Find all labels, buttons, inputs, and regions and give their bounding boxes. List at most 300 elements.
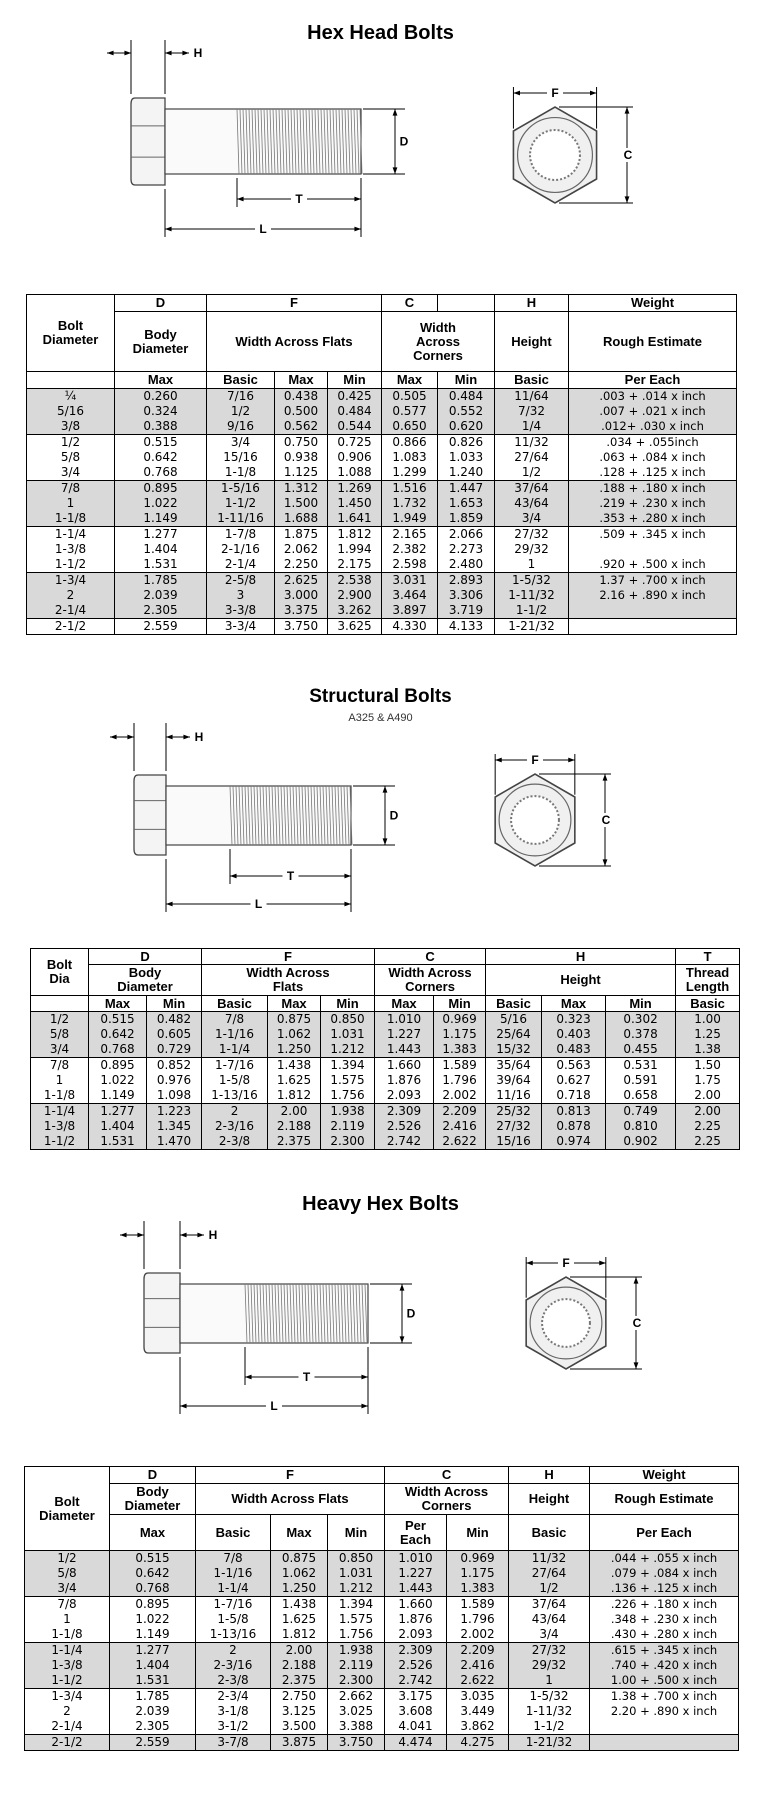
- cell-value: 1-21/32: [508, 619, 555, 633]
- cell-value: 1.088: [337, 465, 372, 479]
- col-h: H: [509, 1467, 590, 1484]
- col-c-spacer: [438, 295, 495, 312]
- cell-value: 0.906: [337, 450, 372, 464]
- cell-value: 5/8: [57, 1566, 77, 1580]
- cell-value: 1.062: [276, 1027, 312, 1041]
- cell-value: 2.900: [337, 588, 372, 602]
- cell-value: 27/32: [496, 1119, 531, 1133]
- cell-value: 1-3/8: [54, 542, 87, 556]
- hex-head-end-view: [526, 1256, 644, 1369]
- subhead: Basic: [509, 1515, 590, 1551]
- cell-value: 0.718: [556, 1088, 591, 1102]
- arrow-head: [166, 735, 173, 740]
- cell-value: 2.250: [283, 557, 319, 571]
- cell-value: 2.00: [285, 1643, 313, 1657]
- cell-value: 2.188: [276, 1119, 312, 1133]
- label-f: F: [531, 753, 539, 767]
- cell-value: 1-1/8: [43, 1088, 76, 1102]
- cell-corners-max: [382, 619, 438, 635]
- cell-value: 0.749: [623, 1104, 658, 1118]
- cell-value: 2.273: [448, 542, 484, 556]
- cell-value: 1.062: [281, 1566, 317, 1580]
- header-width-across-flats: Width Across Flats: [207, 312, 382, 372]
- cell-body-min: [147, 1058, 202, 1104]
- label-c: C: [632, 1316, 642, 1330]
- cell-value: 3.388: [338, 1719, 374, 1733]
- cell-value: 1.098: [156, 1088, 192, 1102]
- cell-value: 2.002: [442, 1088, 477, 1102]
- cell-corners-min: [447, 1551, 509, 1597]
- arrow-head: [526, 1261, 533, 1266]
- cell-value: 1.575: [330, 1073, 365, 1087]
- cell-value: 2.25: [694, 1119, 721, 1133]
- arrow-head: [110, 735, 117, 740]
- cell-flats-basic: [207, 481, 275, 527]
- cell-value: 1.589: [460, 1597, 495, 1611]
- cell-value: 1/2: [230, 404, 251, 418]
- cell-value: 2.175: [337, 557, 372, 571]
- label-t: T: [295, 192, 303, 206]
- cell-flats-max: [275, 435, 328, 481]
- cell-value: 2.416: [460, 1658, 495, 1672]
- cell-value: 3.500: [281, 1719, 317, 1733]
- cell-value: 1.227: [386, 1027, 422, 1041]
- cell-bolt-diameter: [25, 1643, 110, 1689]
- cell-value: 1.404: [100, 1119, 135, 1133]
- cell-value: 1/2: [57, 1551, 77, 1565]
- cell-value: 1-3/4: [54, 573, 87, 587]
- arrow-head: [107, 51, 114, 56]
- cell-value: 1/2: [49, 1012, 70, 1026]
- cell-value: 37/64: [514, 481, 549, 495]
- cell-value: 0.642: [135, 1566, 170, 1580]
- cell-value: 1: [55, 1073, 64, 1087]
- cell-value: 37/64: [531, 1597, 567, 1611]
- cell-value: 1.938: [330, 1104, 365, 1118]
- table-body: [31, 1012, 740, 1150]
- cell-value: 1.812: [337, 527, 372, 541]
- cell-value: [569, 603, 736, 618]
- cell-value: 1-3/8: [51, 1658, 83, 1672]
- cell-value: 1.125: [283, 465, 319, 479]
- cell-value: .063 + .084 x inch: [599, 450, 706, 464]
- cell-corners-per-each: [385, 1643, 447, 1689]
- header-text: Corners: [421, 1498, 472, 1513]
- cell-value: 3.375: [283, 603, 319, 617]
- table-body: [25, 1551, 739, 1751]
- cell-value: 7/8: [49, 1058, 70, 1072]
- cell-height-basic: [495, 619, 569, 635]
- cell-value: 1.516: [392, 481, 427, 495]
- cell-value: 1.250: [281, 1581, 317, 1595]
- cell-value: 2.039: [135, 1704, 170, 1718]
- structural-bolt-diagram: [0, 720, 761, 940]
- cell-value: 1.443: [398, 1581, 433, 1595]
- cell-value: .003 + .014 x inch: [599, 389, 706, 403]
- cell-value: 1.796: [442, 1073, 477, 1087]
- cell-height-basic: [495, 573, 569, 619]
- cell-value: 3.464: [392, 588, 427, 602]
- label-f: F: [551, 86, 559, 100]
- cell-corners-min: [438, 619, 495, 635]
- cell-value: 1.938: [338, 1643, 374, 1657]
- cell-value: 1/2: [60, 435, 81, 449]
- cell-value: 2.742: [398, 1673, 433, 1687]
- bolt-subhead-blank: [31, 996, 89, 1012]
- cell-value: 2.559: [135, 1735, 170, 1749]
- cell-value: 2.062: [283, 542, 319, 556]
- cell-value: 1-5/16: [221, 481, 260, 495]
- cell-value: 3/4: [60, 465, 81, 479]
- cell-value: 4.275: [460, 1735, 495, 1749]
- cell-value: 2.066: [448, 527, 484, 541]
- table-row-group: [31, 1058, 740, 1104]
- hex-thread-circle: [530, 130, 580, 180]
- subhead: Basic: [676, 996, 740, 1012]
- cell-value: 2.188: [281, 1658, 317, 1672]
- header-width-across-corners: [375, 965, 486, 996]
- cell-value: 1.383: [460, 1581, 495, 1595]
- header-height: Height: [495, 312, 569, 372]
- cell-value: 1-3/8: [43, 1119, 76, 1133]
- cell-value: 1.269: [337, 481, 372, 495]
- arrow-head: [361, 1375, 368, 1380]
- cell-value: 1.404: [143, 542, 178, 556]
- cell-value: 0.531: [623, 1058, 658, 1072]
- cell-body-diameter-max: [110, 1689, 196, 1735]
- col-f: F: [196, 1467, 385, 1484]
- cell-value: 0.852: [156, 1058, 192, 1072]
- cell-value: 3.000: [283, 588, 319, 602]
- cell-thread-length: [676, 1058, 740, 1104]
- header-width-across-corners: [385, 1484, 509, 1515]
- heavy-hex-title: Heavy Hex Bolts: [302, 1193, 459, 1215]
- bolt-side-view: [120, 1221, 416, 1414]
- cell-weight-per-each: [569, 389, 737, 435]
- table-row-group: [27, 389, 737, 435]
- cell-value: 1.022: [143, 496, 178, 510]
- cell-value: 0.438: [283, 389, 319, 403]
- table-row-group: [25, 1597, 739, 1643]
- cell-value: 1.394: [330, 1058, 365, 1072]
- cell-value: 0.260: [143, 389, 178, 403]
- cell-value: 2.20 + .890 x inch: [610, 1704, 718, 1718]
- cell-value: 3.750: [338, 1735, 374, 1749]
- cell-flats-basic: [202, 1058, 268, 1104]
- cell-value: 2-3/16: [213, 1658, 253, 1672]
- cell-value: 0.378: [623, 1027, 658, 1041]
- label-h: H: [194, 730, 204, 744]
- cell-value: 1.250: [276, 1042, 312, 1056]
- label-d: D: [389, 808, 399, 823]
- cell-value: 1-11/32: [508, 588, 555, 602]
- cell-value: 0.515: [100, 1012, 135, 1026]
- cell-bolt-diameter: [25, 1597, 110, 1643]
- cell-value: 1.660: [386, 1058, 422, 1072]
- cell-corners-min: [434, 1104, 486, 1150]
- cell-value: 25/32: [496, 1104, 531, 1118]
- cell-value: 2.093: [386, 1088, 422, 1102]
- cell-value: 0.895: [143, 481, 178, 495]
- table-row-group: [27, 573, 737, 619]
- header-text: Across: [415, 333, 461, 349]
- arrow-head: [603, 859, 608, 866]
- cell-value: 3.306: [448, 588, 484, 602]
- cell-value: 1-1/2: [43, 1134, 76, 1148]
- label-d: D: [399, 134, 409, 149]
- cell-flats-basic: [207, 619, 275, 635]
- cell-value: 0.895: [100, 1058, 135, 1072]
- cell-bolt-dia: [31, 1104, 89, 1150]
- cell-value: .044 + .055 x inch: [610, 1551, 718, 1565]
- cell-value: 2.526: [386, 1119, 422, 1133]
- cell-value: 1-5/32: [529, 1689, 569, 1703]
- col-h: H: [495, 295, 569, 312]
- cell-bolt-diameter: [27, 481, 115, 527]
- cell-value: 1-1/4: [51, 1643, 83, 1657]
- cell-flats-max: [275, 573, 328, 619]
- cell-corners-min: [447, 1689, 509, 1735]
- subhead: Max: [115, 372, 207, 389]
- cell-value: 0.544: [337, 419, 372, 433]
- cell-value: 2-3/16: [215, 1119, 254, 1133]
- cell-value: 1.500: [283, 496, 319, 510]
- cell-value: 27/64: [514, 450, 549, 464]
- cell-value: 1-7/8: [224, 527, 257, 541]
- cell-value: 0.482: [156, 1012, 192, 1026]
- cell-thread-length: [676, 1012, 740, 1058]
- cell-height-max: [542, 1104, 606, 1150]
- cell-value: 2-1/2: [54, 619, 87, 633]
- cell-corners-min: [438, 389, 495, 435]
- cell-corners-per-each: [385, 1689, 447, 1735]
- table-row-group: [27, 435, 737, 481]
- cell-value: .188 + .180 x inch: [599, 481, 706, 495]
- cell-value: 0.875: [281, 1551, 317, 1565]
- cell-value: 3.625: [337, 619, 372, 633]
- cell-value: 1.653: [448, 496, 484, 510]
- cell-flats-max: [275, 389, 328, 435]
- cell-body-min: [147, 1012, 202, 1058]
- cell-weight-per-each: [569, 481, 737, 527]
- cell-flats-max: [275, 481, 328, 527]
- cell-value: 1.785: [143, 573, 178, 587]
- cell-value: 3-1/2: [217, 1719, 249, 1733]
- cell-flats-min: [328, 527, 382, 573]
- cell-value: [590, 1735, 738, 1750]
- cell-value: 0.563: [556, 1058, 591, 1072]
- cell-flats-basic: [196, 1689, 271, 1735]
- cell-value: .430 + .280 x inch: [610, 1627, 718, 1641]
- cell-corners-max: [382, 573, 438, 619]
- header-body-diameter: [89, 965, 202, 996]
- arrow-head: [603, 774, 608, 781]
- cell-value: 2.598: [392, 557, 427, 571]
- cell-value: 1.756: [330, 1088, 365, 1102]
- arrow-head: [354, 227, 361, 232]
- cell-corners-min: [434, 1012, 486, 1058]
- bolt-head: [144, 1273, 180, 1353]
- cell-value: 3-3/4: [224, 619, 257, 633]
- cell-value: 1-1/4: [54, 527, 87, 541]
- arrow-head: [237, 197, 244, 202]
- arrow-head: [166, 902, 173, 907]
- header-rough-estimate: Rough Estimate: [590, 1484, 739, 1515]
- col-f: F: [202, 949, 375, 965]
- cell-flats-max: [271, 1597, 328, 1643]
- cell-value: 1-5/8: [218, 1073, 251, 1087]
- cell-value: 0.620: [448, 419, 484, 433]
- cell-height-basic: [486, 1058, 542, 1104]
- cell-value: 1.37 + .700 x inch: [599, 573, 706, 587]
- cell-flats-basic: [207, 389, 275, 435]
- cell-value: 2.165: [392, 527, 427, 541]
- cell-value: 1.25: [694, 1027, 721, 1041]
- cell-body-max: [89, 1104, 147, 1150]
- cell-value: 1-1/16: [213, 1566, 253, 1580]
- cell-value: .007 + .021 x inch: [599, 404, 706, 418]
- bolt-subhead-blank: [27, 372, 115, 389]
- header-text: Diameter: [39, 1507, 95, 1523]
- arrow-head: [393, 167, 398, 174]
- arrow-head: [634, 1277, 639, 1284]
- cell-value: 1-1/8: [224, 465, 257, 479]
- cell-height-basic: [509, 1689, 590, 1735]
- cell-value: 11/16: [496, 1088, 531, 1102]
- label-l: L: [270, 1399, 278, 1413]
- arrow-head: [137, 1233, 144, 1238]
- header-text: Per Each: [399, 1517, 432, 1547]
- label-c: C: [601, 813, 611, 827]
- cell-weight-per-each: [590, 1689, 739, 1735]
- subhead: Min: [606, 996, 676, 1012]
- cell-value: 1-5/8: [217, 1612, 249, 1626]
- cell-value: 0.627: [556, 1073, 591, 1087]
- cell-value: 3-3/8: [224, 603, 257, 617]
- table-row-group: [25, 1551, 739, 1597]
- cell-body-diameter-max: [110, 1735, 196, 1751]
- cell-weight-per-each: [569, 527, 737, 573]
- cell-value: 3/4: [49, 1042, 70, 1056]
- cell-value: 0.591: [623, 1073, 658, 1087]
- cell-corners-min: [447, 1735, 509, 1751]
- cell-value: 11/32: [531, 1551, 567, 1565]
- cell-height-min: [606, 1104, 676, 1150]
- cell-value: 1.033: [448, 450, 484, 464]
- cell-flats-min: [328, 481, 382, 527]
- cell-value: 1.299: [392, 465, 427, 479]
- cell-value: 1.277: [100, 1104, 135, 1118]
- cell-value: 3.449: [460, 1704, 495, 1718]
- cell-corners-max: [375, 1104, 434, 1150]
- cell-value: 5/8: [49, 1027, 70, 1041]
- hex-head-end-view: [495, 753, 613, 866]
- cell-weight-per-each: [590, 1735, 739, 1751]
- cell-value: 0.658: [623, 1088, 658, 1102]
- subhead: Basic: [202, 996, 268, 1012]
- cell-value: 0.505: [392, 389, 427, 403]
- cell-value: 0.484: [337, 404, 372, 418]
- cell-value: .034 + .055inch: [606, 435, 699, 449]
- cell-value: 0.850: [330, 1012, 365, 1026]
- col-t: T: [676, 949, 740, 965]
- cell-value: 1.589: [442, 1058, 477, 1072]
- cell-value: 2.622: [460, 1673, 495, 1687]
- header-text: Bolt: [46, 957, 73, 972]
- cell-value: 1-1/16: [215, 1027, 254, 1041]
- subhead: Max: [271, 1515, 328, 1551]
- cell-corners-per-each: [385, 1597, 447, 1643]
- cell-value: 5/16: [500, 1012, 527, 1026]
- cell-bolt-diameter: [25, 1689, 110, 1735]
- cell-value: 2-1/4: [54, 603, 87, 617]
- subhead: Max: [275, 372, 328, 389]
- label-t: T: [286, 869, 295, 883]
- cell-value: 0.750: [283, 435, 319, 449]
- cell-value: 9/16: [227, 419, 254, 433]
- cell-value: 2.305: [135, 1719, 170, 1733]
- cell-value: 1.438: [281, 1597, 317, 1611]
- cell-height-basic: [495, 389, 569, 435]
- table-row-group: [25, 1643, 739, 1689]
- cell-flats-min: [321, 1104, 375, 1150]
- cell-flats-min: [321, 1058, 375, 1104]
- header-text: Diameter: [132, 340, 189, 356]
- cell-value: 27/32: [514, 527, 549, 541]
- cell-value: 2.002: [460, 1627, 495, 1641]
- cell-value: 2-1/16: [221, 542, 260, 556]
- cell-value: 2.375: [276, 1134, 312, 1148]
- cell-value: 3.608: [398, 1704, 433, 1718]
- cell-value: 2.119: [330, 1119, 365, 1133]
- cell-height-basic: [509, 1597, 590, 1643]
- cell-value: 3.750: [283, 619, 319, 633]
- cell-value: 5/8: [60, 450, 81, 464]
- cell-flats-basic: [202, 1012, 268, 1058]
- col-c: C: [385, 1467, 509, 1484]
- cell-height-basic: [495, 481, 569, 527]
- arrow-head: [383, 786, 388, 793]
- cell-corners-min: [447, 1597, 509, 1643]
- cell-body-diameter-max: [110, 1643, 196, 1689]
- arrow-head: [590, 91, 597, 96]
- heavy-hex-spec-table: [24, 1466, 739, 1751]
- arrow-head: [625, 196, 630, 203]
- cell-value: 3.262: [337, 603, 372, 617]
- cell-value: 1.50: [694, 1058, 721, 1072]
- cell-value: 1.660: [398, 1597, 433, 1611]
- cell-value: 0.729: [156, 1042, 192, 1056]
- cell-body-diameter-max: [110, 1551, 196, 1597]
- cell-value: 1-5/32: [512, 573, 551, 587]
- cell-value: 11/32: [514, 435, 549, 449]
- cell-bolt-diameter: [27, 389, 115, 435]
- cell-value: 2.300: [338, 1673, 374, 1687]
- cell-value: 3.025: [338, 1704, 374, 1718]
- cell-height-min: [606, 1058, 676, 1104]
- cell-value: 0.455: [623, 1042, 658, 1056]
- arrow-head: [344, 874, 351, 879]
- cell-value: 1.00 + .500 x inch: [610, 1673, 718, 1687]
- cell-value: 29/32: [531, 1658, 567, 1672]
- cell-value: 2.119: [338, 1658, 374, 1672]
- cell-corners-min: [438, 481, 495, 527]
- cell-height-basic: [486, 1012, 542, 1058]
- cell-weight-per-each: [569, 573, 737, 619]
- header-thread-length: [676, 965, 740, 996]
- cell-corners-min: [438, 573, 495, 619]
- cell-value: 1.949: [392, 511, 427, 525]
